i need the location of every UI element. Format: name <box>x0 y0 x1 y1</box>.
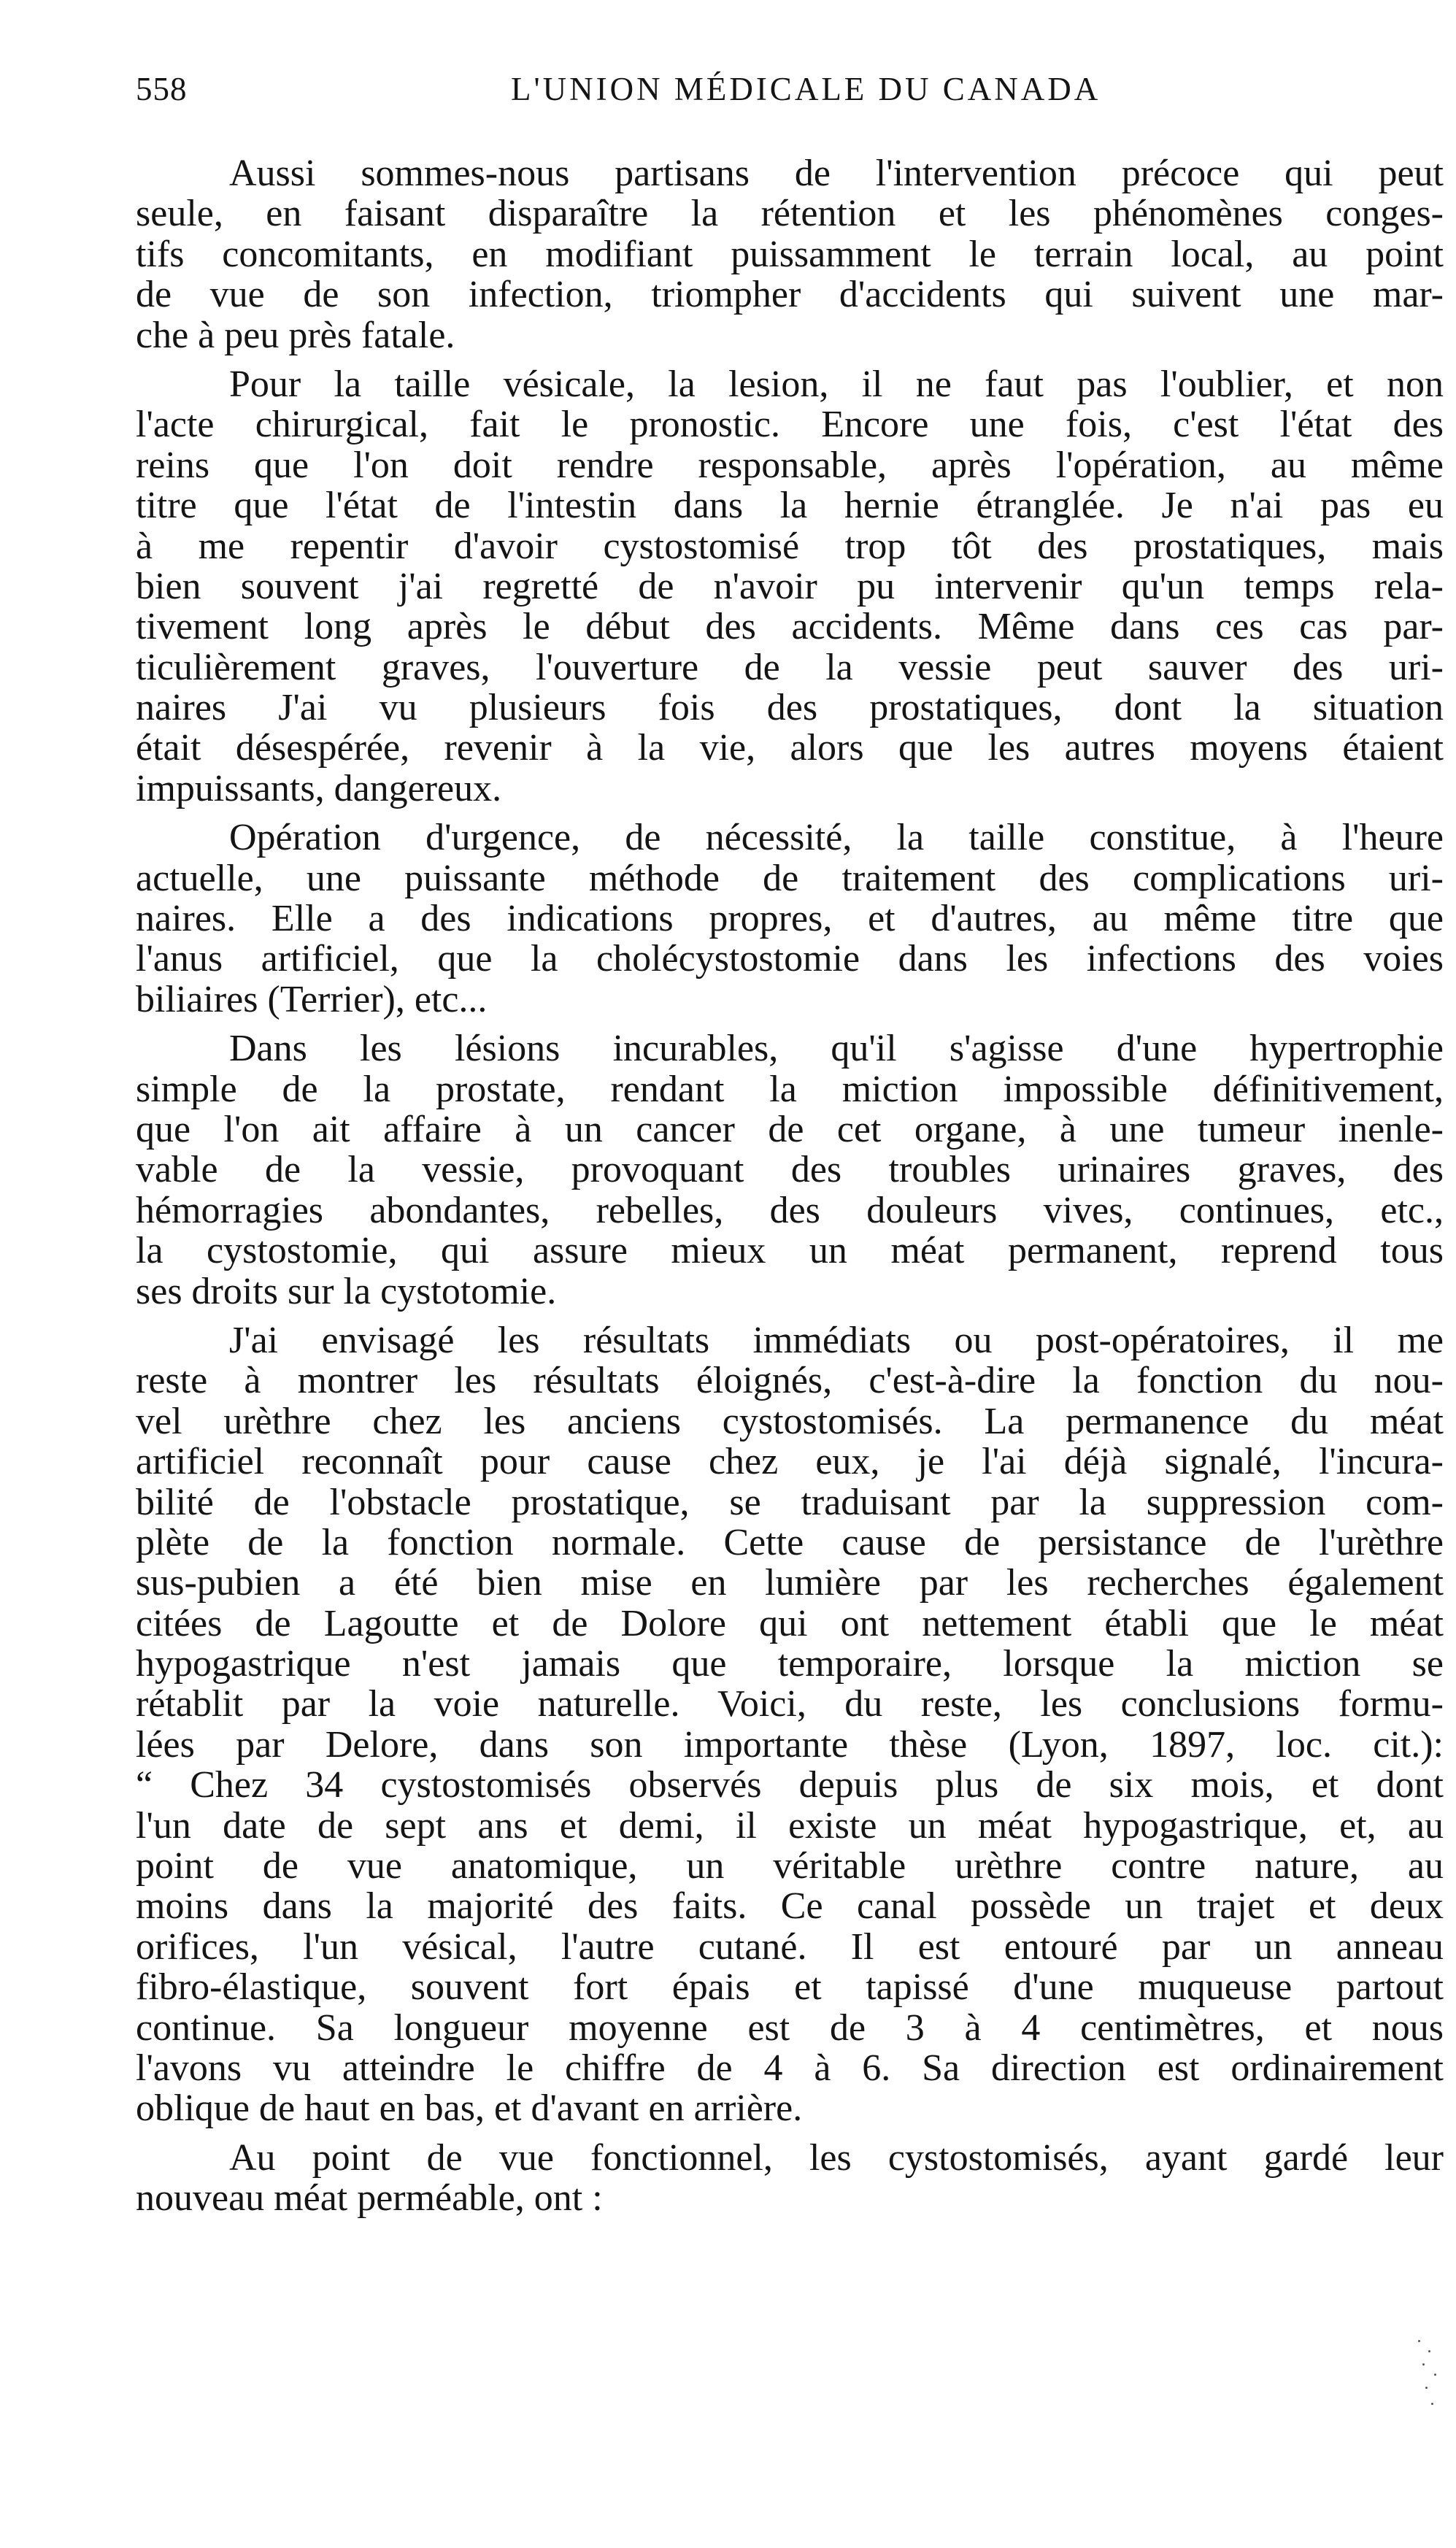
text-line: Opération d'urgence, de nécessité, la taille constitue, à l'heure <box>229 817 1444 858</box>
text-line: continue. Sa longueur moyenne est de 3 à 4 centimètres, et nous <box>136 2007 1444 2048</box>
text-line: l'avons vu atteindre le chiffre de 4 à 6. Sa direction est ordinairement <box>136 2047 1444 2089</box>
text-line: seule, en faisant disparaître la rétention et les phénomènes conges- <box>136 193 1444 234</box>
text-line: Dans les lésions incurables, qu'il s'agisse d'une hypertrophie <box>229 1028 1444 1069</box>
text-line: point de vue anatomique, un véritable urèthre contre nature, au <box>136 1846 1444 1887</box>
paragraph-lesions-incurables <box>136 1028 1444 1312</box>
text-line: bilité de l'obstacle prostatique, se traduisant par la suppression com- <box>136 1482 1444 1523</box>
text-line: Aussi sommes-nous partisans de l'intervention précoce qui peut <box>229 153 1444 194</box>
text-line: nouveau méat perméable, ont : <box>136 2178 603 2219</box>
text-line: à me repentir d'avoir cystostomisé trop tôt des prostatiques, mais <box>136 526 1444 566</box>
body-text <box>136 153 1444 2219</box>
text-line: lées par Delore, dans son importante thèse (Lyon, 1897, loc. cit.): <box>136 1724 1444 1766</box>
text-line: tivement long après le début des accidents. Même dans ces cas par- <box>136 607 1444 647</box>
text-line: J'ai envisagé les résultats immédiats ou post-opératoires, il me <box>229 1320 1444 1361</box>
text-line: bien souvent j'ai regretté de n'avoir pu intervenir qu'un temps rela- <box>136 566 1444 607</box>
text-line: Au point de vue fonctionnel, les cystostomisés, ayant gardé leur <box>229 2137 1444 2179</box>
text-line: ses droits sur la cystotomie. <box>136 1271 557 1312</box>
text-line: “ Chez 34 cystostomisés observés depuis plus de six mois, et dont <box>136 1765 1444 1806</box>
text-line: que l'on ait affaire à un cancer de cet organe, à une tumeur inenle- <box>136 1109 1444 1150</box>
text-line: reins que l'on doit rendre responsable, après l'opération, au même <box>136 444 1444 486</box>
paragraph-operation-urgence <box>136 817 1444 1020</box>
scan-specks <box>1412 2336 1441 2423</box>
text-line: tifs concomitants, en modifiant puissamment le terrain local, au point <box>136 234 1444 275</box>
paragraph-taille-vesicale <box>136 364 1444 809</box>
text-line: sus-pubien a été bien mise en lumière par les recherches également <box>136 1563 1444 1604</box>
text-line: citées de Lagoutte et de Dolore qui ont nettement établi que le méat <box>136 1603 1444 1644</box>
text-line: fibro-élastique, souvent fort épais et tapissé d'une muqueuse partout <box>136 1967 1444 2008</box>
page-number: 558 <box>136 71 188 107</box>
journal-title: L'UNION MÉDICALE DU CANADA <box>511 71 1101 107</box>
text-line: biliaires (Terrier), etc... <box>136 979 488 1020</box>
text-line: artificiel reconnaît pour cause chez eux, je l'ai déjà signalé, l'incura- <box>136 1442 1444 1482</box>
text-line: oblique de haut en bas, et d'avant en arrière. <box>136 2088 803 2129</box>
text-line: rétablit par la voie naturelle. Voici, du reste, les conclusions formu- <box>136 1684 1444 1725</box>
text-line: était désespérée, revenir à la vie, alors que les autres moyens étaient <box>136 728 1444 769</box>
text-line: Pour la taille vésicale, la lesion, il ne faut pas l'oublier, et non <box>229 363 1444 405</box>
text-line: l'anus artificiel, que la cholécystostomie dans les infections des voies <box>136 939 1444 979</box>
text-line: simple de la prostate, rendant la miction impossible définitivement, <box>136 1069 1444 1109</box>
text-line: plète de la fonction normale. Cette cause de persistance de l'urèthre <box>136 1522 1444 1563</box>
text-line: naires. Elle a des indications propres, et d'autres, au même titre que <box>136 898 1444 939</box>
text-line: l'un date de sept ans et demi, il existe un méat hypogastrique, et, au <box>136 1805 1444 1847</box>
paragraph-point-de-vue-fonctionnel <box>136 2138 1444 2219</box>
paragraph-resultats <box>136 1320 1444 2129</box>
text-line: hémorragies abondantes, rebelles, des douleurs vives, continues, etc., <box>136 1190 1444 1231</box>
text-line: reste à montrer les résultats éloignés, c'est-à-dire la fonction du nou- <box>136 1360 1444 1401</box>
text-line: actuelle, une puissante méthode de traitement des complications uri- <box>136 858 1444 899</box>
text-line: titre que l'état de l'intestin dans la hernie étranglée. Je n'ai pas eu <box>136 485 1444 526</box>
running-head <box>136 70 1435 128</box>
text-line: hypogastrique n'est jamais que temporaire, lorsque la miction se <box>136 1644 1444 1685</box>
text-line: l'acte chirurgical, fait le pronostic. Encore une fois, c'est l'état des <box>136 404 1444 445</box>
text-line: vel urèthre chez les anciens cystostomisés. La permanence du méat <box>136 1401 1444 1442</box>
text-line: orifices, l'un vésical, l'autre cutané. Il est entouré par un anneau <box>136 1926 1444 1968</box>
text-line: vable de la vessie, provoquant des troubles urinaires graves, des <box>136 1150 1444 1190</box>
text-line: de vue de son infection, triompher d'accidents qui suivent une mar- <box>136 274 1444 315</box>
text-line: impuissants, dangereux. <box>136 768 502 809</box>
text-line: moins dans la majorité des faits. Ce canal possède un trajet et deux <box>136 1886 1444 1927</box>
paragraph-intervention <box>136 153 1444 355</box>
text-line: naires J'ai vu plusieurs fois des prostatiques, dont la situation <box>136 688 1444 728</box>
text-line: ticulièrement graves, l'ouverture de la vessie peut sauver des uri- <box>136 647 1444 688</box>
text-line: la cystostomie, qui assure mieux un méat permanent, reprend tous <box>136 1231 1444 1271</box>
text-line: che à peu près fatale. <box>136 315 455 355</box>
